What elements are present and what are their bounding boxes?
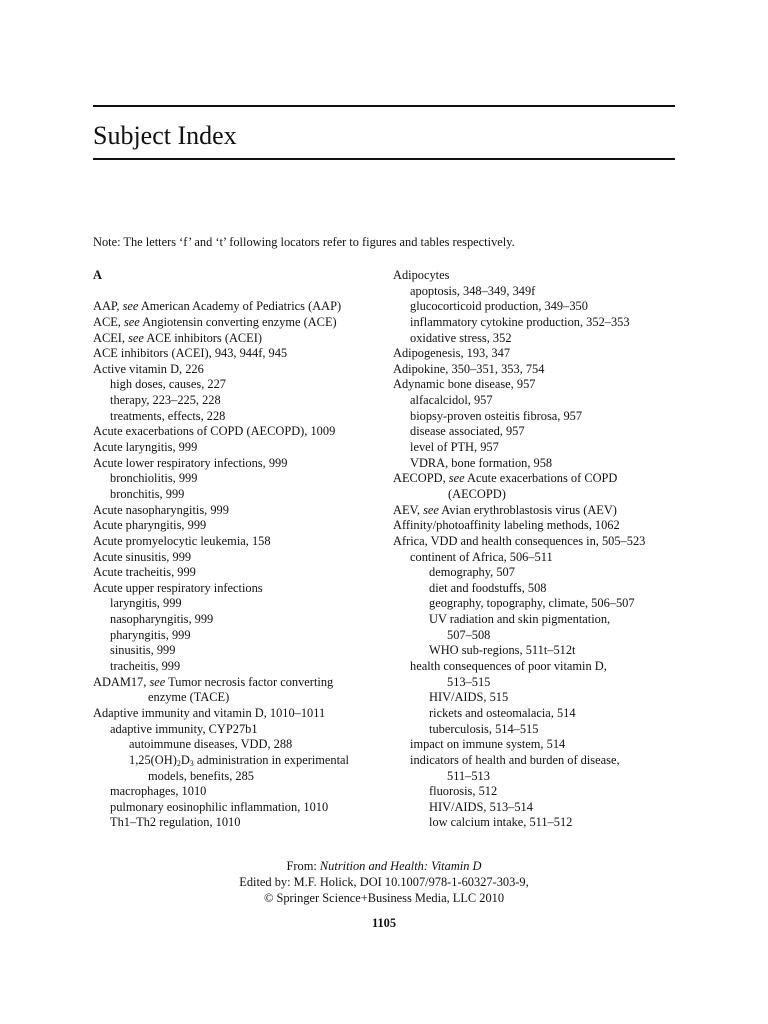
- index-entry: Acute upper respiratory infections: [93, 580, 263, 595]
- title-rule: [93, 158, 675, 160]
- footer-from-label: From:: [286, 859, 320, 873]
- index-entry: fluorosis, 512: [429, 784, 498, 799]
- index-entry: diet and foodstuffs, 508: [429, 580, 547, 595]
- index-entry: 513–515: [447, 674, 491, 689]
- index-entry: alfacalcidol, 957: [410, 393, 493, 408]
- index-entry: Active vitamin D, 226: [93, 361, 204, 376]
- index-entry-target: American Academy of Pediatrics (AAP): [138, 299, 342, 314]
- index-entry: Affinity/photoaffinity labeling methods, 1062: [393, 518, 620, 533]
- top-rule: [93, 105, 675, 107]
- see-reference: see: [122, 299, 139, 314]
- index-entry-target: ACE inhibitors (ACEI): [143, 330, 262, 345]
- see-reference: see: [423, 502, 439, 517]
- formula-subscript: 2: [176, 758, 181, 768]
- index-entry: demography, 507: [429, 565, 515, 580]
- index-entry-term: ACEI,: [93, 330, 129, 345]
- index-entry: sinusitis, 999: [110, 643, 176, 658]
- index-entry: treatments, effects, 228: [110, 408, 226, 423]
- index-entry-target: Avian erythroblastosis virus (AEV): [438, 502, 617, 517]
- index-entry: glucocorticoid production, 349–350: [410, 299, 588, 314]
- index-entry: continent of Africa, 506–511: [410, 549, 553, 564]
- index-entry: bronchitis, 999: [110, 486, 185, 501]
- index-column-left: [93, 268, 383, 831]
- index-entry: oxidative stress, 352: [410, 330, 512, 345]
- index-entry: VDRA, bone formation, 958: [410, 455, 553, 470]
- index-entry: pulmonary eosinophilic inflammation, 1010: [110, 799, 329, 814]
- index-entry: level of PTH, 957: [410, 440, 499, 455]
- index-entry-term: AECOPD,: [393, 471, 449, 486]
- index-entry: adaptive immunity, CYP27b1: [110, 721, 258, 736]
- index-entry: autoimmune diseases, VDD, 288: [129, 737, 293, 752]
- index-entry-text: administration in experimental: [193, 752, 349, 767]
- index-entry-target: Tumor necrosis factor converting: [165, 674, 334, 689]
- index-entry: inflammatory cytokine production, 352–353: [410, 314, 630, 329]
- index-entry: tracheitis, 999: [110, 659, 181, 674]
- index-entry: Acute lower respiratory infections, 999: [93, 455, 288, 470]
- see-reference: see: [128, 330, 144, 345]
- index-entry: enzyme (TACE): [148, 690, 230, 705]
- index-entry: impact on immune system, 514: [410, 737, 566, 752]
- index-column-right: [393, 268, 683, 831]
- index-entry: [93, 315, 383, 331]
- index-entry: [93, 299, 383, 315]
- index-entry: Acute promyelocytic leukemia, 158: [93, 533, 271, 548]
- see-reference: see: [448, 471, 465, 486]
- index-entry: WHO sub-regions, 511t–512t: [429, 643, 576, 658]
- index-entry: [93, 331, 383, 347]
- formula-part: 1,25(OH): [129, 752, 177, 767]
- index-entry: nasopharyngitis, 999: [110, 612, 214, 627]
- index-entry: bronchiolitis, 999: [110, 471, 198, 486]
- index-entry: Adipogenesis, 193, 347: [393, 346, 511, 361]
- index-entry: Africa, VDD and health consequences in, 505–523: [393, 533, 646, 548]
- index-entry: [393, 503, 683, 519]
- see-reference: see: [123, 314, 140, 329]
- index-entry: tuberculosis, 514–515: [429, 721, 539, 736]
- index-entry: Acute pharyngitis, 999: [93, 518, 207, 533]
- source-footer: [0, 858, 768, 906]
- index-entry: disease associated, 957: [410, 424, 525, 439]
- formula-subscript: 3: [189, 758, 194, 768]
- index-entry: 511–513: [447, 768, 490, 783]
- index-entry: Th1–Th2 regulation, 1010: [110, 815, 241, 830]
- index-entry: Adynamic bone disease, 957: [393, 377, 536, 392]
- index-entry: Adipokine, 350–351, 353, 754: [393, 361, 545, 376]
- page-number: 1105: [371, 916, 397, 930]
- index-entry: UV radiation and skin pigmentation,: [429, 612, 611, 627]
- index-spacer: [93, 284, 383, 300]
- index-entry: (AECOPD): [448, 486, 506, 501]
- index-entry-term: AAP,: [93, 299, 123, 314]
- footer-source-title: Nutrition and Health: Vitamin D: [319, 859, 482, 873]
- index-entry: high doses, causes, 227: [110, 377, 226, 392]
- index-entry-target: Angiotensin converting enzyme (ACE): [139, 314, 337, 329]
- index-entry: Acute nasopharyngitis, 999: [93, 502, 229, 517]
- index-entry: [93, 675, 383, 691]
- index-entry: Adipocytes: [393, 268, 450, 282]
- index-entry: 507–508: [447, 627, 491, 642]
- index-entry: HIV/AIDS, 515: [429, 690, 509, 705]
- footer-edited-line: Edited by: M.F. Holick, DOI 10.1007/978-1-60327-303-9,: [239, 875, 529, 889]
- index-entry: low calcium intake, 511–512: [429, 815, 573, 830]
- footer-copyright-line: © Springer Science+Business Media, LLC 2010: [263, 891, 505, 905]
- formula-part: D: [180, 752, 190, 767]
- index-entry-term: ADAM17,: [93, 674, 150, 689]
- index-entry: Acute sinusitis, 999: [93, 549, 192, 564]
- index-entry: therapy, 223–225, 228: [110, 393, 221, 408]
- index-entry: macrophages, 1010: [110, 784, 207, 799]
- index-entry-target: Acute exacerbations of COPD: [464, 471, 618, 486]
- index-entry: Acute exacerbations of COPD (AECOPD), 1009: [93, 424, 336, 439]
- index-entry: health consequences of poor vitamin D,: [410, 659, 607, 674]
- index-entry: Adaptive immunity and vitamin D, 1010–1011: [93, 705, 326, 720]
- footer-source-line: [0, 858, 768, 874]
- index-entry-term: AEV,: [393, 502, 424, 517]
- index-entry: biopsy-proven osteitis fibrosa, 957: [410, 408, 583, 423]
- index-entry-term: ACE,: [93, 314, 124, 329]
- index-entry: apoptosis, 348–349, 349f: [410, 283, 536, 298]
- index-entry: [93, 753, 383, 769]
- index-note: Note: The letters ‘f’ and ‘t’ following locators refer to figures and tables respectively.: [93, 235, 515, 249]
- index-entry: HIV/AIDS, 513–514: [429, 799, 533, 814]
- index-letter-heading: A: [93, 268, 102, 282]
- index-entry: geography, topography, climate, 506–507: [429, 596, 635, 611]
- index-entry: laryngitis, 999: [110, 596, 182, 611]
- index-entry: pharyngitis, 999: [110, 627, 191, 642]
- index-entry: rickets and osteomalacia, 514: [429, 705, 576, 720]
- index-entry: [393, 471, 683, 487]
- index-entry: indicators of health and burden of disease,: [410, 752, 620, 767]
- index-entry: Acute laryngitis, 999: [93, 440, 198, 455]
- index-entry: ACE inhibitors (ACEI), 943, 944f, 945: [93, 346, 288, 361]
- see-reference: see: [149, 674, 166, 689]
- index-entry: Acute tracheitis, 999: [93, 565, 196, 580]
- index-entry: models, benefits, 285: [148, 768, 254, 783]
- page-title: Subject Index: [93, 121, 237, 150]
